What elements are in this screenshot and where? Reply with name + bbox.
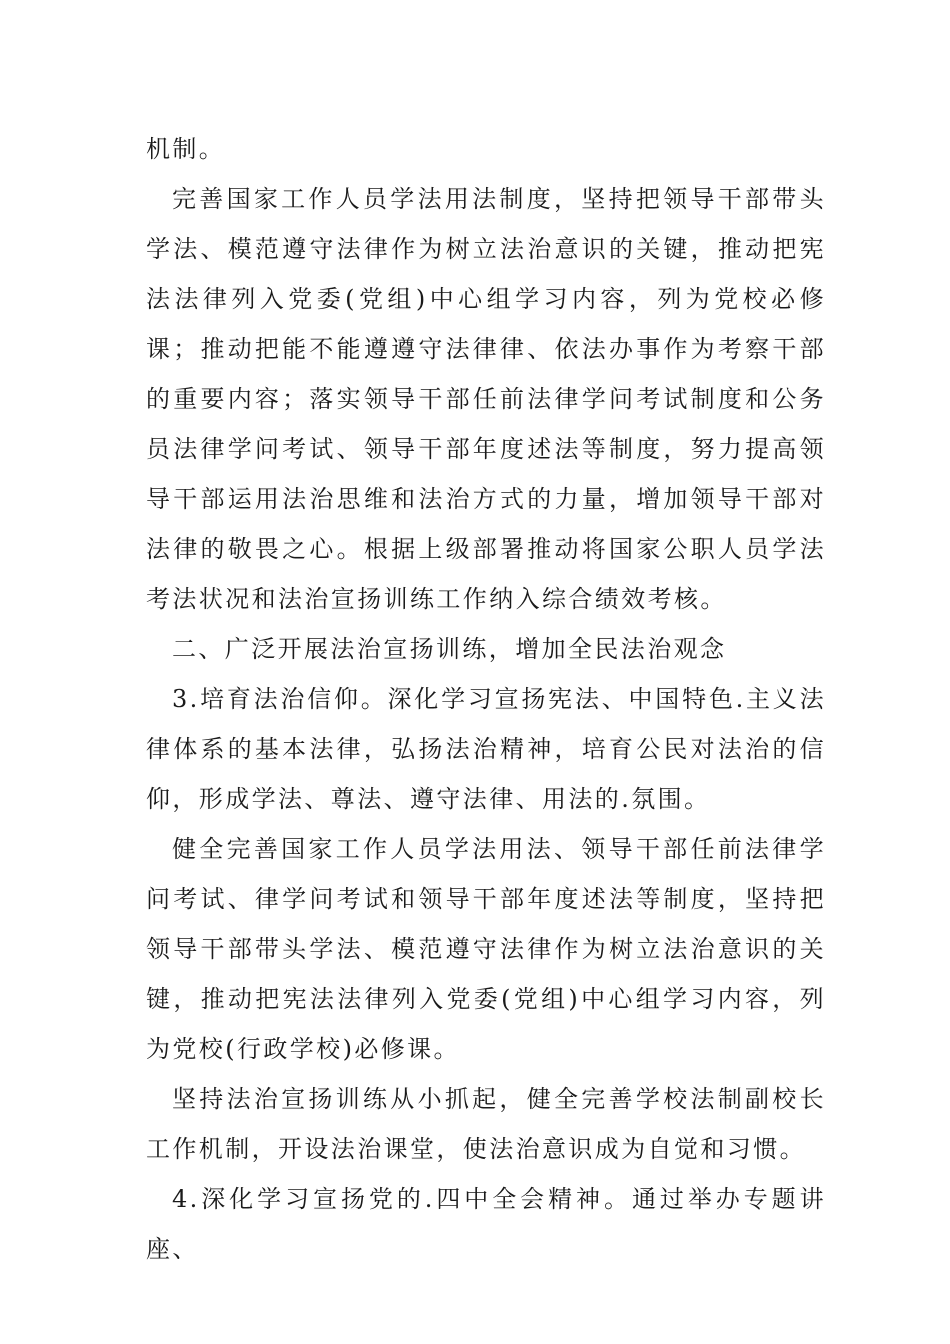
paragraph-study-law-system: 完善国家工作人员学法用法制度，坚持把领导干部带头学法、模范遵守法律作为树立法治意识的关键，推动把宪法法律列入党委(党组)中心组学习内容，列为党校必修课；推动把能不能遵遵守法律律、依法办事作为考察干部的重要内容；落实领导干部任前法律学问考试制度和公务员法律学问考试、领导干部年度述法等制度，努力提高领导干部运用法治思维和法治方式的力量，增加领导干部对法律的敬畏之心。根据上级部署推动将国家公职人员学法考法状况和法治宣扬训练工作纳入综合绩效考核。 <box>146 185 826 613</box>
document-body <box>146 124 826 1274</box>
paragraph-school-education: 坚持法治宣扬训练从小抓起，健全完善学校法制副校长工作机制，开设法治课堂，使法治意识成为自觉和习惯。 <box>146 1085 826 1163</box>
paragraph-continuation: 机制。 <box>146 135 226 163</box>
paragraph-item-3: 3.培育法治信仰。深化学习宣扬宪法、中国特色.主义法律体系的基本法律，弘扬法治精神，培育公民对法治的信仰，形成学法、尊法、遵守法律、用法的.氛围。 <box>146 685 826 813</box>
section-heading-2: 二、广泛开展法治宣扬训练，增加全民法治观念 <box>172 635 727 663</box>
paragraph-item-4: 4.深化学习宣扬党的.四中全会精神。通过举办专题讲座、 <box>146 1185 826 1263</box>
paragraph-improve-system: 健全完善国家工作人员学法用法、领导干部任前法律学问考试、律学问考试和领导干部年度述法等制度，坚持把领导干部带头学法、模范遵守法律作为树立法治意识的关键，推动把宪法法律列入党委(党组)中心组学习内容，列为党校(行政学校)必修课。 <box>146 835 826 1063</box>
